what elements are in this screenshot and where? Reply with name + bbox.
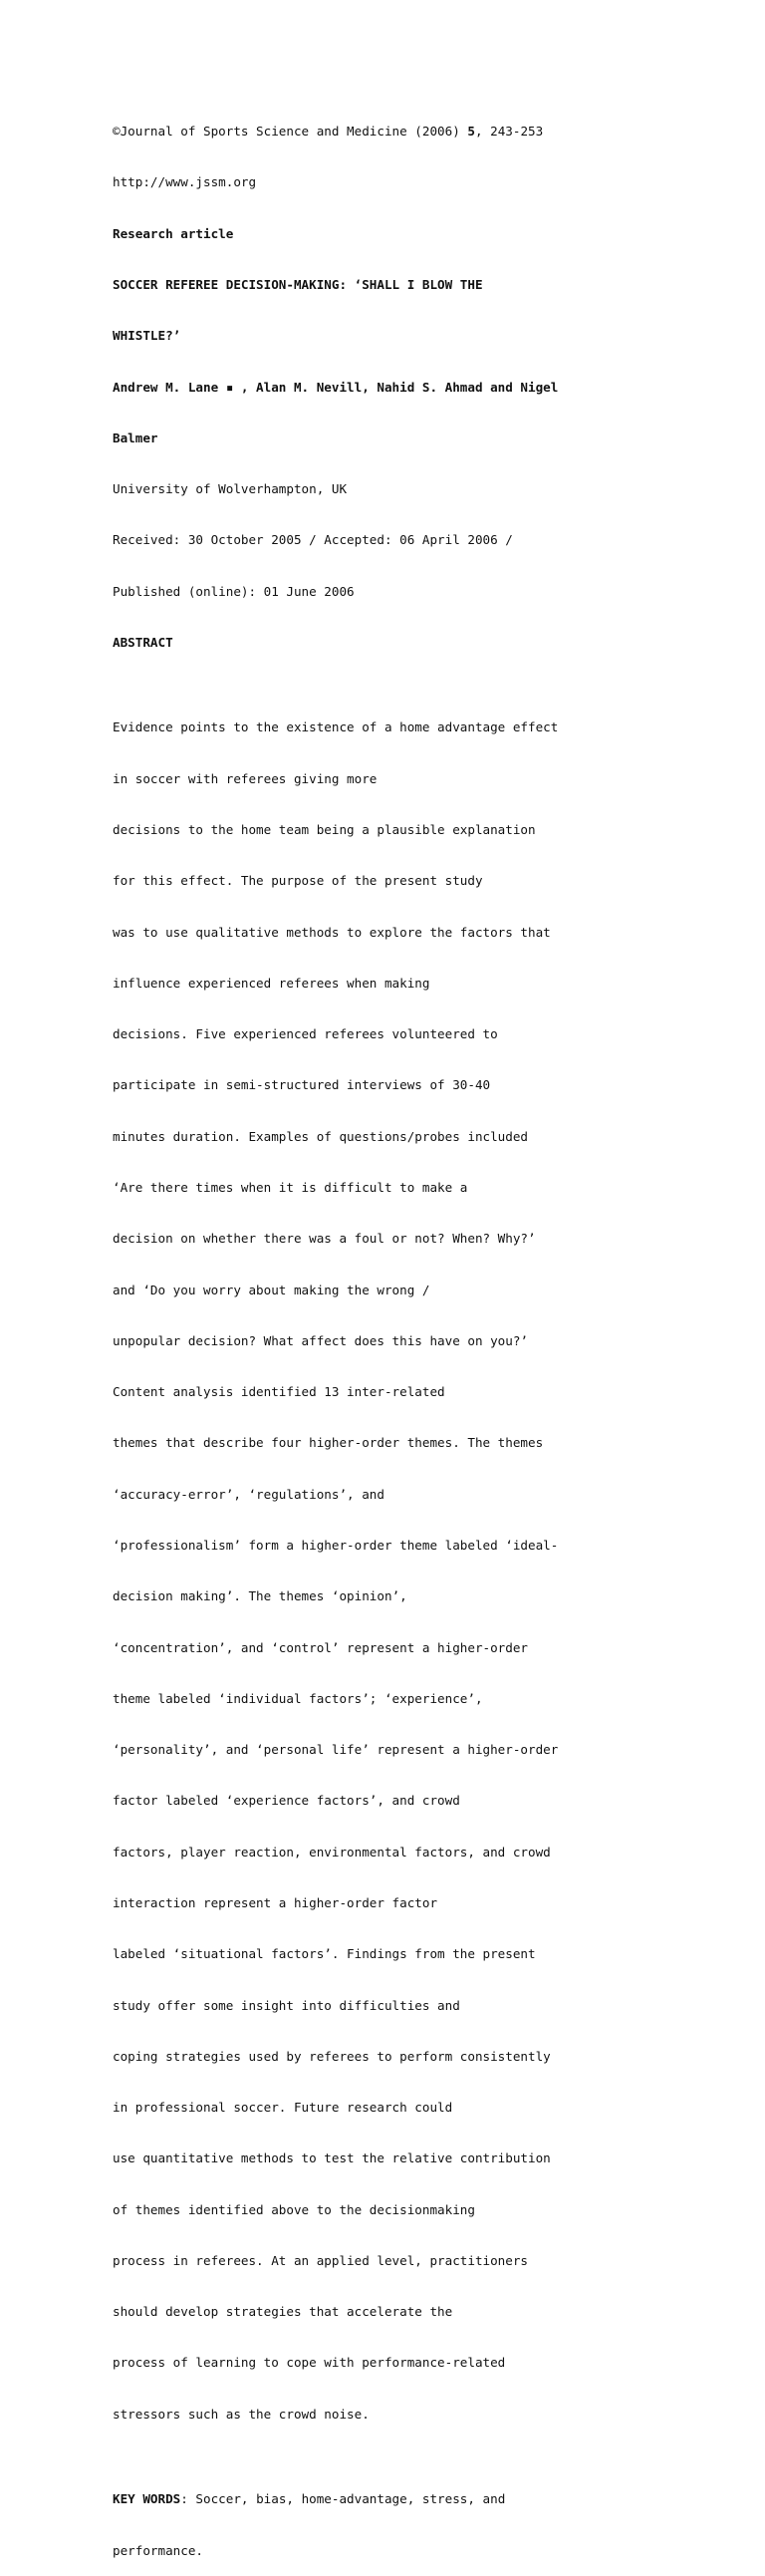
dates-line-1: Received: 30 October 2005 / Accepted: 06 April 2006 /	[113, 532, 513, 548]
keywords-line-1	[113, 2490, 655, 2507]
abstract-line: in professional soccer. Future research could	[113, 2100, 453, 2116]
abstract-line: study offer some insight into difficulties and	[113, 1997, 460, 2013]
abstract-line: decision on whether there was a foul or not? When? Why?’	[113, 1231, 536, 1247]
abstract-line: themes that describe four higher-order themes. The themes	[113, 1435, 544, 1451]
abstract-line: ‘accuracy-error’, ‘regulations’, and	[113, 1486, 384, 1502]
abstract-line: should develop strategies that accelerate the	[113, 2304, 453, 2320]
abstract-line: ‘professionalism’ form a higher-order theme labeled ‘ideal-	[113, 1537, 559, 1553]
abstract-heading: ABSTRACT	[113, 635, 173, 650]
abstract-line: for this effect. The purpose of the present study	[113, 873, 483, 889]
dates-line-2: Published (online): 01 June 2006	[113, 583, 355, 599]
abstract-body	[113, 685, 655, 2456]
abstract-line: labeled ‘situational factors’. Findings from the present	[113, 1946, 536, 1962]
abstract-line: of themes identified above to the decisionmaking	[113, 2201, 475, 2217]
journal-citation	[113, 123, 655, 140]
abstract-line: Content analysis identified 13 inter-related	[113, 1384, 445, 1400]
affiliation: University of Wolverhampton, UK	[113, 481, 348, 497]
abstract-line: ‘concentration’, and ‘control’ represent a higher-order	[113, 1639, 529, 1655]
article-title-line-1: SOCCER REFEREE DECISION-MAKING: ‘SHALL I BLOW THE	[113, 277, 483, 293]
abstract-line: use quantitative methods to test the relative contribution	[113, 2150, 551, 2166]
journal-volume: 5	[467, 124, 475, 140]
abstract-line: factors, player reaction, environmental factors, and crowd	[113, 1844, 551, 1860]
abstract-line: Evidence points to the existence of a home advantage effect	[113, 719, 559, 735]
journal-pages: , 243-253	[474, 124, 544, 140]
abstract-line: stressors such as the crowd noise.	[113, 2406, 370, 2422]
authors-line-2: Balmer	[113, 429, 158, 445]
abstract-line: in soccer with referees giving more	[113, 770, 378, 786]
authors-line-1: Andrew M. Lane ▪ , Alan M. Nevill, Nahid S. Ahmad and Nigel	[113, 379, 559, 395]
abstract-line: unpopular decision? What affect does this have on you?’	[113, 1332, 529, 1348]
abstract-line: influence experienced referees when making	[113, 975, 430, 991]
keywords-label: KEY WORDS	[113, 2491, 181, 2507]
keywords-line-2: performance.	[113, 2542, 203, 2558]
article-title-line-2: WHISTLE?’	[113, 328, 181, 344]
abstract-line: process of learning to cope with performance-related	[113, 2355, 506, 2371]
article-type: Research article	[113, 225, 234, 241]
abstract-line: coping strategies used by referees to perform consistently	[113, 2048, 551, 2064]
abstract-line: decisions to the home team being a plausible explanation	[113, 822, 536, 838]
abstract-line: process in referees. At an applied level, practitioners	[113, 2252, 529, 2268]
abstract-line: and ‘Do you worry about making the wrong /	[113, 1282, 430, 1297]
abstract-line: decisions. Five experienced referees volunteered to	[113, 1026, 498, 1042]
article-page	[113, 89, 655, 2576]
journal-url: http://www.jssm.org	[113, 174, 257, 190]
abstract-line: interaction represent a higher-order factor	[113, 1894, 438, 1910]
abstract-line: decision making’. The themes ‘opinion’,	[113, 1588, 407, 1604]
abstract-line: minutes duration. Examples of questions/probes included	[113, 1128, 529, 1144]
abstract-line: was to use qualitative methods to explore the factors that	[113, 924, 551, 940]
abstract-line: participate in semi-structured interviews of 30-40	[113, 1077, 491, 1093]
keywords-text: : Soccer, bias, home-advantage, stress, and	[180, 2491, 506, 2507]
citation-prefix: ©Journal of Sports Science and Medicine (2006)	[113, 124, 468, 140]
abstract-line: theme labeled ‘individual factors’; ‘experience’,	[113, 1690, 483, 1706]
abstract-line: factor labeled ‘experience factors’, and crowd	[113, 1793, 460, 1809]
abstract-line: ‘personality’, and ‘personal life’ represent a higher-order	[113, 1742, 559, 1758]
abstract-line: ‘Are there times when it is difficult to make a	[113, 1180, 468, 1195]
